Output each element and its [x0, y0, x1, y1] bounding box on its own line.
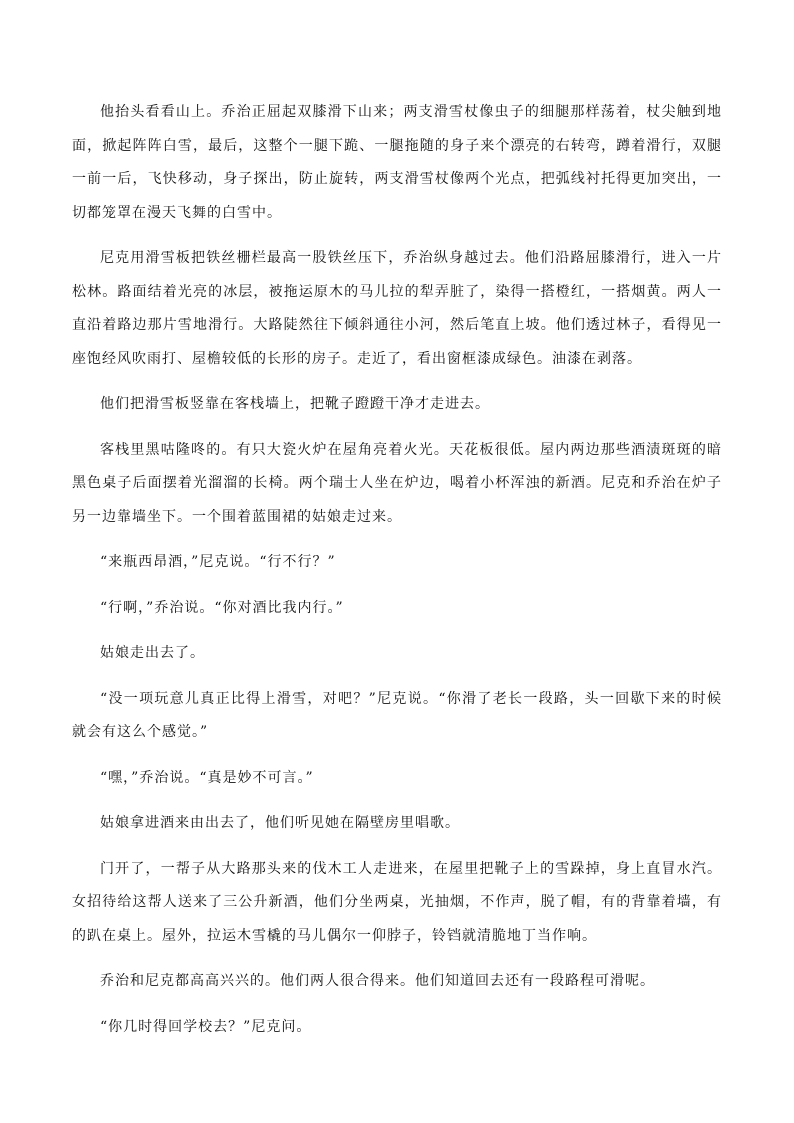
paragraph-enter-inn: 他们把滑雪板竖靠在客栈墙上，把靴子蹬蹬干净才走进去。: [100, 396, 490, 412]
paragraph-woodcutters: 门开了，一帮子从大路那头来的伐木工人走进来，在屋里把靴子上的雪跺掉，身上直冒水汽。女招待给这帮人送来了三公升新酒，他们分坐两桌，光抽烟，不作声，脱了帽，有的背靠着墙，有的趴在桌上。屋外，拉运木雪橇的马儿偶尔一仰脖子，铃铛就清脆地丁当作响。: [72, 860, 722, 944]
paragraph-nick-skiing: “没一项玩意儿真正比得上滑雪，对吧？”尼克说。“你滑了老长一段路，头一回歇下来的时候就会有这么个感觉。”: [72, 690, 722, 740]
paragraph-girl-leaves: 姑娘走出去了。: [100, 645, 205, 661]
paragraph-girl-sings: 姑娘拿进酒来由出去了，他们听见她在隔壁房里唱歌。: [100, 815, 460, 831]
paragraph-nick-orders: “来瓶西昂酒，”尼克说。“行不行？”: [100, 554, 336, 570]
paragraph-pine-forest: 尼克用滑雪板把铁丝栅栏最高一股铁丝压下，乔治纵身越过去。他们沿路屈膝滑行，进入一片松林。路面结着光亮的冰层，被拖运原木的马儿拉的犁弄脏了，染得一搭橙红，一搭烟黄。两人一直沿着路边那片雪地滑行。大路陡然往下倾斜通往小河，然后笔直上坡。他们透过林子，看得见一座饱经风吹雨打、屋檐较低的长形的房子。走近了，看出窗框漆成绿色。油漆在剥落。: [72, 250, 722, 367]
story-text: [72, 96, 722, 1044]
paragraph-inn-interior: 客栈里黑咕隆咚的。有只大瓷火炉在屋角亮着火光。天花板很低。屋内两边那些酒渍斑斑的暗黑色桌子后面摆着光溜溜的长椅。两个瑞士人坐在炉边，喝着小杯浑浊的新酒。尼克和乔治在炉子另一边靠墙坐下。一个围着蓝围裙的姑娘走过来。: [72, 441, 722, 525]
paragraph-ski-descent: 他抬头看看山上。乔治正屈起双膝滑下山来；两支滑雪杖像虫子的细腿那样荡着，杖尖触到地面，掀起阵阵白雪，最后，这整个一腿下跪、一腿拖随的身子来个漂亮的右转弯，蹲着滑行，双腿一前一后，飞快移动，身子探出，防止旋转，两支滑雪杖像两个光点，把弧线衬托得更加突出，一切都笼罩在漫天飞舞的白雪中。: [72, 104, 722, 221]
paragraph-school-question: “你几时得回学校去？”尼克问。: [100, 1018, 312, 1035]
paragraph-george-replies: “行啊，”乔治说。“你对酒比我内行。”: [100, 599, 344, 616]
paragraph-happy: 乔治和尼克都高高兴兴的。他们两人很合得来。他们知道回去还有一段路程可滑呢。: [100, 973, 655, 989]
paragraph-george-marvelous: “嘿，”乔治说。“真是妙不可言。”: [100, 769, 314, 786]
